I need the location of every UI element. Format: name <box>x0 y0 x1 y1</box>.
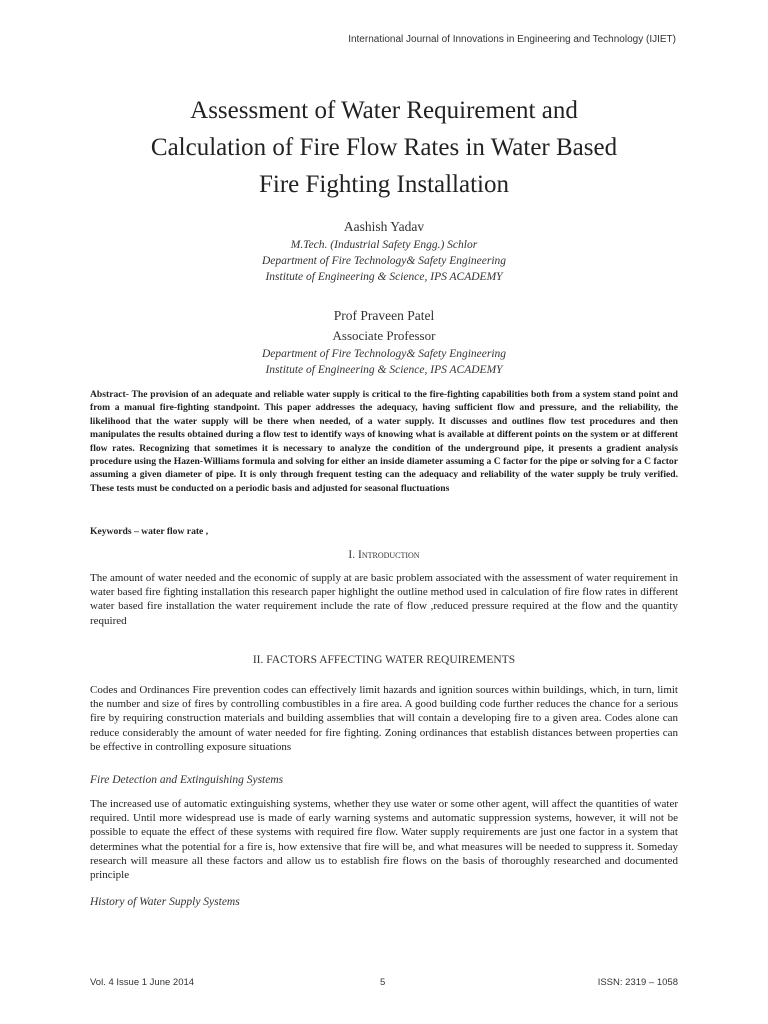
section-title: Introduction <box>357 549 420 561</box>
author-name: Prof Praveen Patel <box>333 308 435 323</box>
subheading-fire-detection: Fire Detection and Extinguishing Systems <box>90 774 284 786</box>
footer-volume: Vol. 4 Issue 1 June 2014 <box>90 977 195 988</box>
journal-header: International Journal of Innovations in Engineering and Technology (IJIET) <box>348 34 676 45</box>
author-affiliation: Institute of Engineering & Science, IPS ACADEMY <box>265 364 503 376</box>
title-line: Assessment of Water Requirement and <box>190 97 578 124</box>
introduction-paragraph: The amount of water needed and the economic of supply at are basic problem associated with the assessment of water requirement in water based fire fighting installation this research paper highlight the outline method used in calculation of fire flow rates in different water based fire installation the water requirement include the rate of flow ,reduced pressure required at the flow and the quantity required <box>90 572 678 627</box>
title-line: Fire Fighting Installation <box>259 171 509 198</box>
author-affiliation: Department of Fire Technology& Safety Engineering <box>261 255 507 267</box>
paper-title <box>60 92 708 203</box>
author-position: Associate Professor <box>332 328 436 343</box>
author-affiliation: Department of Fire Technology& Safety Engineering <box>261 348 507 360</box>
footer-page-number: 5 <box>380 977 386 988</box>
section-heading-factors: II. FACTORS AFFECTING WATER REQUIREMENTS <box>252 654 516 666</box>
author-affiliation: M.Tech. (Industrial Safety Engg.) Schlor <box>290 239 478 251</box>
factors-paragraph: Codes and Ordinances Fire prevention codes can effectively limit hazards and ignition sources within buildings, which, in turn, limit the number and size of fires by controlling combustibles in a fire area. A good building code further reduces the chance for a serious fire by requiring construction materials and building assemblies that will contain a developing fire to a given area. Codes alone can reduce considerably the amount of water needed for fire fighting. Zoning ordinances that establish distances between properties can be effective in controlling exposure situations <box>90 684 678 753</box>
author-affiliation: Institute of Engineering & Science, IPS ACADEMY <box>265 271 503 283</box>
abstract: Abstract- The provision of an adequate and reliable water supply is critical to the fire-fighting capabilities both from a system stand point and from a manual fire-fighting standpoint. This paper addresses the adequacy, having sufficient flow and pressure, and the reliability, the likelihood that the water supply will be there when needed, of a water supply. It discusses and outlines flow test procedures and then manipulates the results obtained during a flow test to identify ways of knowing what is available at different points on the system or at different flow rates. Recognizing that sometimes it is necessary to analyze the condition of the underground pipe, it presents a gradient analysis procedure using the Hazen-Williams formula and solving for either an inside diameter assuming a C factor for the pipe or solving for a C factor assuming a given diameter of pipe. It is only through frequent testing can the adequacy and reliability of the water supply be truly verified. These tests must be conducted on a periodic basis and adjusted for seasonal fluctuations <box>90 389 678 494</box>
author-name: Aashish Yadav <box>343 219 425 234</box>
section-number: I. <box>348 549 356 561</box>
author-block-2 <box>60 306 708 378</box>
keywords: Keywords – water flow rate , <box>90 526 209 537</box>
fire-detection-paragraph: The increased use of automatic extinguishing systems, whether they use water or some other agent, will affect the quantities of water required. Until more widespread use is made of early warning systems and automatic suppression systems, however, it will not be possible to equate the effect of these systems with required fire flow. Water supply requirements are just one factor in a system that determines what the potential for a fire is, how extensive that fire will be, and what measures will be needed to suppress it. Someday research will measure all these factors and allow us to establish fire flows on the basis of thoroughly researched and documented principle <box>90 798 678 882</box>
author-block-1 <box>60 217 708 285</box>
subheading-history: History of Water Supply Systems <box>90 896 240 908</box>
section-heading-introduction <box>60 549 708 561</box>
footer-issn: ISSN: 2319 – 1058 <box>597 977 678 988</box>
title-line: Calculation of Fire Flow Rates in Water Based <box>150 134 618 161</box>
